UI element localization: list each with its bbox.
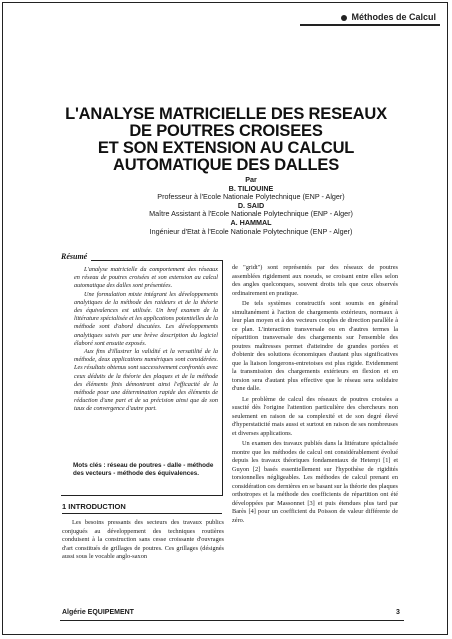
author-role: Maître Assistant à l'Ecole Nationale Polytechnique (ENP - Alger)	[149, 209, 353, 219]
bullet-icon	[341, 15, 347, 21]
author-name: A. HAMMAL	[230, 217, 272, 227]
header-rule	[300, 24, 440, 26]
title-line: DE POUTRES CROISEES	[129, 122, 323, 140]
footer-rule	[60, 620, 404, 621]
section-heading: 1 INTRODUCTION	[62, 502, 126, 511]
author-name: D. SAID	[237, 200, 265, 210]
article-title	[20, 106, 432, 174]
title-line: ET SON EXTENSION AU CALCUL	[97, 139, 355, 157]
intro-paragraph: Les besoins pressants des secteurs des travaux publics conjugués au développement des techniques routières conduisent à la construction sans cesse croissante d'ouvrages d'art constitués de grillages de poutres. Ces grillages (désignés aussi sous le vocable anglo-saxon	[62, 519, 224, 560]
title-line: L'ANALYSE MATRICIELLE DES RESEAUX	[65, 105, 387, 123]
abstract-text	[74, 266, 218, 414]
body-paragraph: de "gridt") sont représentés par des réseaux de poutres assemblées rigidement aux noeuds, se croisant entre elles selon des angles quelconques, souvent droits tels que ceux observés ordinairement en pratique.	[232, 264, 398, 297]
body-paragraph: Un examen des travaux publiés dans la littérature spécialisée montre que les méthodes de calcul ont considérablement évolué depuis les travaux théoriques fondamentaux de Hetenyi [1] et Guyon [2] basés essentiellement sur l'hypothèse de rigidités torsionnelles négligeables. Les méthodes de calcul prenant en considération ces dernières en se basant sur la théorie des plaques orthotropes et la méthode des coefficients de répartition ont été développées par Massonnet [3] et puis étendues plus tard par Barès [4] pour un coefficient du Poisson de valeur différente de zéro.	[232, 440, 398, 524]
section-rule	[62, 513, 222, 514]
abstract-paragraph: Aux fins d'illustrer la validité et la versatilité de la méthode, deux applications numériques sont considérées. Les résultats obtenus sont successivement confrontés avec ceux déduits de la théorie des plaques et de la méthode des éléments finis démontrant ainsi l'efficacité de la méthode pour une détermination rapide des éléments de réduction d'une part et de sa précision ainsi que de son taux de convergence d'autre part.	[74, 348, 218, 413]
author-role: Professeur à l'Ecole Nationale Polytechnique (ENP - Alger)	[157, 192, 345, 202]
intro-text	[62, 519, 224, 562]
abstract-paragraph: L'analyse matricielle du comportement des réseaux en réseau de poutres croisées et son extension au calcul automatique des dalles sont présentées.	[74, 266, 218, 290]
authors-block	[90, 176, 412, 236]
author-role: Ingénieur d'Etat à l'Ecole Nationale Polytechnique (ENP - Alger)	[149, 226, 353, 236]
journal-name: Algérie EQUIPEMENT	[62, 609, 134, 616]
page-number: 3	[396, 609, 400, 616]
right-column	[232, 264, 398, 527]
title-line: AUTOMATIQUE DES DALLES	[113, 156, 339, 174]
abstract-paragraph: Une formulation mixte intégrant les développements analytiques de la méthode des raideurs et de la théorie des équivalences est utilisée. Un bref examen de la littérature spécialisée et les applications potentielles de la méthode sont d'abord discutées. Les développements analytiques suivis par une brève description du logiciel élaboré sont ensuite exposés.	[74, 290, 218, 347]
body-paragraph: Le problème de calcul des réseaux de poutres croisées a suscité dès l'origine l'attention particulière des chercheurs non seulement en raison de sa complexité et de son degré élevé d'hyperstaticité mais aussi et surtout en raison de ses nombreuses et diverses applications.	[232, 395, 398, 437]
section-label: Méthodes de Calcul	[351, 12, 436, 22]
by-label: Par	[245, 175, 257, 184]
body-paragraph: De tels systèmes constructifs sont soumis en général simultanément à l'action de chargements extérieurs, normaux à leur plan moyen et à des vecteurs couples de direction parallèle à ce plan. L'interaction transversale ou en d'autres termes la répartition transversale des chargements sur l'ensemble des poutres maîtresses permet d'atteindre de grandes portées et d'obtenir des solutions économiques d'autant plus significatives que la liaison longerons-entretoises est plus rigide. Evidemment la transmission des chargements extérieurs en flexion et en torsion sera d'autant plus effective que le réseau sera solidaire d'une dalle.	[232, 300, 398, 392]
abstract-heading: Résumé	[61, 252, 91, 261]
section-tag	[341, 12, 436, 22]
keywords: Mots clés : réseau de poutres - dalle - méthode des vecteurs - méthode des équivalences.	[73, 462, 214, 478]
author-name: B. TILIOUINE	[228, 183, 274, 193]
